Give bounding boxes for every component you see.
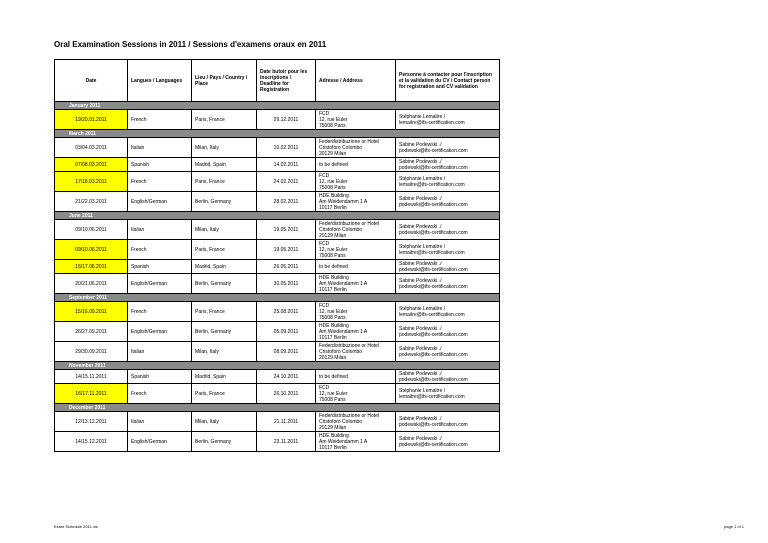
- contact-email: podewski@ifs-certification.com: [399, 283, 468, 290]
- address-line: 12, rue Euler: [319, 390, 348, 397]
- address-line: 10117 Berlin: [319, 286, 347, 293]
- address-line: HDE Building: [319, 274, 349, 281]
- contact-name: Sabine Podewski ./: [399, 345, 442, 352]
- address-line: FCD: [319, 302, 330, 309]
- session-date: 09/10.06.2011: [55, 220, 128, 240]
- session-date: 17/18.03.2011: [55, 172, 128, 192]
- month-label: September 2011: [55, 294, 500, 302]
- contact-email: podewski@ifs-certification.com: [399, 147, 468, 154]
- registration-deadline: 28.02.2011: [257, 192, 316, 212]
- contact-name: Stéphanie Lemaitre /: [399, 175, 446, 182]
- session-address: [316, 370, 396, 384]
- header-date: Date: [55, 60, 128, 102]
- document-title: Oral Examination Sessions in 2011 / Sessions d'examens oraux en 2011: [54, 40, 327, 49]
- table-row: [55, 138, 500, 158]
- address-line: Federdistribuzione or Hotel: [319, 342, 380, 349]
- session-contact: [396, 138, 500, 158]
- session-place: Berlin, Germany: [192, 192, 257, 212]
- address-line: 75008 Paris: [319, 122, 346, 129]
- header-deadline: Date butoir pour les inscriptions / Deadline for Registration: [257, 60, 316, 102]
- session-place: Milan, Italy: [192, 220, 257, 240]
- address-line: FCD: [319, 110, 330, 117]
- session-place: Madrid, Spain: [192, 158, 257, 172]
- session-language: French: [128, 302, 192, 322]
- footer-filename: Exam Schedule 2011.xls: [54, 524, 98, 529]
- registration-deadline: 26.10.2011: [257, 384, 316, 404]
- session-contact: [396, 342, 500, 362]
- address-line: 10117 Berlin: [319, 334, 347, 341]
- session-contact: [396, 172, 500, 192]
- table-row: [55, 342, 500, 362]
- session-date: 16/17.11.2011: [55, 384, 128, 404]
- session-language: Italian: [128, 412, 192, 432]
- table-row: [55, 302, 500, 322]
- contact-email: lemaitre@ifs-certification.com: [399, 393, 465, 400]
- address-line: 75008 Paris: [319, 252, 346, 259]
- session-address: [316, 192, 396, 212]
- address-line: 75008 Paris: [319, 314, 346, 321]
- month-label: June 2011: [55, 212, 500, 220]
- contact-name: Sabine Podewski ./: [399, 223, 442, 230]
- session-date: 15/16.09.2011: [55, 302, 128, 322]
- session-address: [316, 322, 396, 342]
- month-label: March 2011: [55, 130, 500, 138]
- registration-deadline: 24.02.2011: [257, 172, 316, 192]
- registration-deadline: 19.05.2011: [257, 240, 316, 260]
- session-date: 20/21.06.2011: [55, 274, 128, 294]
- session-language: Spanish: [128, 370, 192, 384]
- session-date: 09/10.06.2011: [55, 240, 128, 260]
- session-place: Berlin, Germany: [192, 274, 257, 294]
- address-line: Cristoforo Colombo: [319, 418, 363, 425]
- table-row: [55, 172, 500, 192]
- address-line: Cristoforo Colombo: [319, 348, 363, 355]
- session-address: [316, 260, 396, 274]
- address-line: FCD: [319, 240, 330, 247]
- address-line: 75008 Paris: [319, 184, 346, 191]
- address-line: FCD: [319, 172, 330, 179]
- session-place: Paris, France: [192, 302, 257, 322]
- session-address: [316, 138, 396, 158]
- session-contact: [396, 370, 500, 384]
- session-place: Paris, France: [192, 240, 257, 260]
- table-row: [55, 260, 500, 274]
- session-date: 26/27.09.2011: [55, 322, 128, 342]
- registration-deadline: 08.09.2011: [257, 342, 316, 362]
- month-label: November 2011: [55, 362, 500, 370]
- session-place: Berlin, Germany: [192, 432, 257, 452]
- address-line: 12, rue Euler: [319, 308, 348, 315]
- address-line: Federdistribuzione or Hotel: [319, 412, 380, 419]
- session-place: Paris, France: [192, 172, 257, 192]
- contact-name: Sabine Podewski ./: [399, 141, 442, 148]
- header-languages: Langues / Languages: [128, 60, 192, 102]
- address-line: Am Weidendamm 1 A: [319, 328, 368, 335]
- session-language: Italian: [128, 138, 192, 158]
- session-place: Paris, France: [192, 384, 257, 404]
- session-address: [316, 342, 396, 362]
- session-contact: [396, 240, 500, 260]
- session-address: [316, 110, 396, 130]
- session-place: Paris, France: [192, 110, 257, 130]
- address-line: FCD: [319, 384, 330, 391]
- registration-deadline: 30.05.2011: [257, 274, 316, 294]
- month-band-row: [55, 130, 500, 138]
- session-address: [316, 172, 396, 192]
- address-line: 20129 Milan: [319, 354, 347, 361]
- contact-email: podewski@ifs-certification.com: [399, 351, 468, 358]
- address-line: 10117 Berlin: [319, 204, 347, 211]
- session-address: [316, 274, 396, 294]
- address-line: 20129 Milan: [319, 232, 347, 239]
- session-contact: [396, 302, 500, 322]
- month-band-row: [55, 294, 500, 302]
- header-place: Lieu / Pays / Country / Place: [192, 60, 257, 102]
- contact-email: podewski@ifs-certification.com: [399, 201, 468, 208]
- address-line: 12, rue Euler: [319, 116, 348, 123]
- address-line: Cristoforo Colombo: [319, 226, 363, 233]
- table-row: [55, 370, 500, 384]
- session-address: [316, 158, 396, 172]
- session-contact: [396, 384, 500, 404]
- registration-deadline: 21.11.2011: [257, 412, 316, 432]
- session-address: [316, 412, 396, 432]
- session-language: Italian: [128, 220, 192, 240]
- session-contact: [396, 412, 500, 432]
- address-line: 20129 Milan: [319, 424, 347, 431]
- month-band-row: [55, 404, 500, 412]
- contact-name: Stéphanie Lemaitre /: [399, 113, 446, 120]
- table-row: [55, 384, 500, 404]
- registration-deadline: 10.02.2011: [257, 138, 316, 158]
- table-row: [55, 220, 500, 240]
- registration-deadline: 24.10.2011: [257, 370, 316, 384]
- address-line: 20129 Milan: [319, 150, 347, 157]
- session-language: Italian: [128, 342, 192, 362]
- session-place: Milan, Italy: [192, 412, 257, 432]
- address-line: Am Weidendamm 1 A: [319, 438, 368, 445]
- session-date: 07/08.03.2011: [55, 158, 128, 172]
- session-contact: [396, 110, 500, 130]
- schedule-body: [55, 102, 500, 452]
- contact-name: Stéphanie Lemaitre /: [399, 387, 446, 394]
- session-address: [316, 220, 396, 240]
- contact-name: Stéphanie Lemaitre /: [399, 305, 446, 312]
- session-language: French: [128, 110, 192, 130]
- registration-deadline: 05.09.2011: [257, 322, 316, 342]
- contact-name: Sabine Podewski ./: [399, 260, 442, 267]
- month-band-row: [55, 212, 500, 220]
- session-contact: [396, 260, 500, 274]
- address-line: to be defined: [319, 373, 348, 380]
- contact-name: Stéphanie Lemaitre /: [399, 243, 446, 250]
- session-place: Berlin, Germany: [192, 322, 257, 342]
- month-band-row: [55, 102, 500, 110]
- session-contact: [396, 274, 500, 294]
- address-line: HDE Building: [319, 192, 349, 199]
- session-date: 14/15.12.2011: [55, 432, 128, 452]
- session-date: 19/20.01.2011: [55, 110, 128, 130]
- session-date: 29/30.09.2011: [55, 342, 128, 362]
- registration-deadline: 14.02.2011: [257, 158, 316, 172]
- session-place: Milan, Italy: [192, 342, 257, 362]
- session-date: 16/17.06.2011: [55, 260, 128, 274]
- session-language: English/German: [128, 274, 192, 294]
- contact-email: lemaitre@ifs-certification.com: [399, 311, 465, 318]
- header-contact: Personne à contacter pour l'inscription et la validation du CV / Contact person for registration and CV validation: [396, 60, 500, 102]
- address-line: Am Weidendamm 1 A: [319, 280, 368, 287]
- session-language: English/German: [128, 192, 192, 212]
- contact-email: lemaitre@ifs-certification.com: [399, 181, 465, 188]
- registration-deadline: 19.05.2011: [257, 220, 316, 240]
- session-address: [316, 432, 396, 452]
- address-line: 75008 Paris: [319, 396, 346, 403]
- contact-name: Sabine Podewski ./: [399, 158, 442, 165]
- session-language: Spanish: [128, 158, 192, 172]
- contact-email: podewski@ifs-certification.com: [399, 229, 468, 236]
- contact-email: podewski@ifs-certification.com: [399, 421, 468, 428]
- month-label: January 2011: [55, 102, 500, 110]
- session-contact: [396, 158, 500, 172]
- address-line: Federdistribuzione or Hotel: [319, 138, 380, 145]
- table-row: [55, 158, 500, 172]
- session-date: 03/04.03.2011: [55, 138, 128, 158]
- session-address: [316, 240, 396, 260]
- session-language: English/German: [128, 432, 192, 452]
- header-address: Adresse / Address: [316, 60, 396, 102]
- address-line: Federdistribuzione or Hotel: [319, 220, 380, 227]
- contact-email: podewski@ifs-certification.com: [399, 441, 468, 448]
- address-line: 12, rue Euler: [319, 178, 348, 185]
- contact-email: podewski@ifs-certification.com: [399, 164, 468, 171]
- address-line: HDE Building: [319, 322, 349, 329]
- address-line: 10117 Berlin: [319, 444, 347, 451]
- schedule-table: [54, 59, 500, 452]
- registration-deadline: 23.11.2011: [257, 432, 316, 452]
- session-contact: [396, 192, 500, 212]
- contact-email: podewski@ifs-certification.com: [399, 266, 468, 273]
- session-date: 21/22.03.2011: [55, 192, 128, 212]
- contact-email: podewski@ifs-certification.com: [399, 331, 468, 338]
- contact-name: Sabine Podewski ./: [399, 195, 442, 202]
- session-language: English/German: [128, 322, 192, 342]
- session-place: Milan, Italy: [192, 138, 257, 158]
- registration-deadline: 26.05.2011: [257, 260, 316, 274]
- session-contact: [396, 220, 500, 240]
- contact-name: Sabine Podewski ./: [399, 325, 442, 332]
- session-address: [316, 384, 396, 404]
- session-language: French: [128, 172, 192, 192]
- table-row: [55, 322, 500, 342]
- table-row: [55, 192, 500, 212]
- session-place: Madrid, Spain: [192, 370, 257, 384]
- month-band-row: [55, 362, 500, 370]
- address-line: to be defined: [319, 263, 348, 270]
- session-contact: [396, 432, 500, 452]
- table-row: [55, 412, 500, 432]
- contact-email: lemaitre@ifs-certification.com: [399, 249, 465, 256]
- contact-name: Sabine Podewski ./: [399, 435, 442, 442]
- table-row: [55, 274, 500, 294]
- address-line: Cristoforo Colombo: [319, 144, 363, 151]
- session-place: Madrid, Spain: [192, 260, 257, 274]
- registration-deadline: 29.12.2011: [257, 110, 316, 130]
- session-date: 12/13.12.2011: [55, 412, 128, 432]
- address-line: HDE Building: [319, 432, 349, 439]
- session-contact: [396, 322, 500, 342]
- contact-name: Sabine Podewski ./: [399, 370, 442, 377]
- contact-name: Sabine Podewski ./: [399, 277, 442, 284]
- session-language: French: [128, 384, 192, 404]
- session-address: [316, 302, 396, 322]
- session-date: 14/15.11.2011: [55, 370, 128, 384]
- address-line: 12, rue Euler: [319, 246, 348, 253]
- registration-deadline: 25.08.2011: [257, 302, 316, 322]
- footer-page-number: page 1 of 1: [724, 524, 745, 529]
- address-line: to be defined: [319, 161, 348, 168]
- month-label: December 2011: [55, 404, 500, 412]
- contact-email: lemaitre@ifs-certification.com: [399, 119, 465, 126]
- contact-name: Sabine Podewski ./: [399, 415, 442, 422]
- header-row: [55, 60, 500, 102]
- table-row: [55, 110, 500, 130]
- table-row: [55, 240, 500, 260]
- session-language: French: [128, 240, 192, 260]
- contact-email: podewski@ifs-certification.com: [399, 376, 468, 383]
- address-line: Am Weidendamm 1 A: [319, 198, 368, 205]
- session-language: Spanish: [128, 260, 192, 274]
- table-row: [55, 432, 500, 452]
